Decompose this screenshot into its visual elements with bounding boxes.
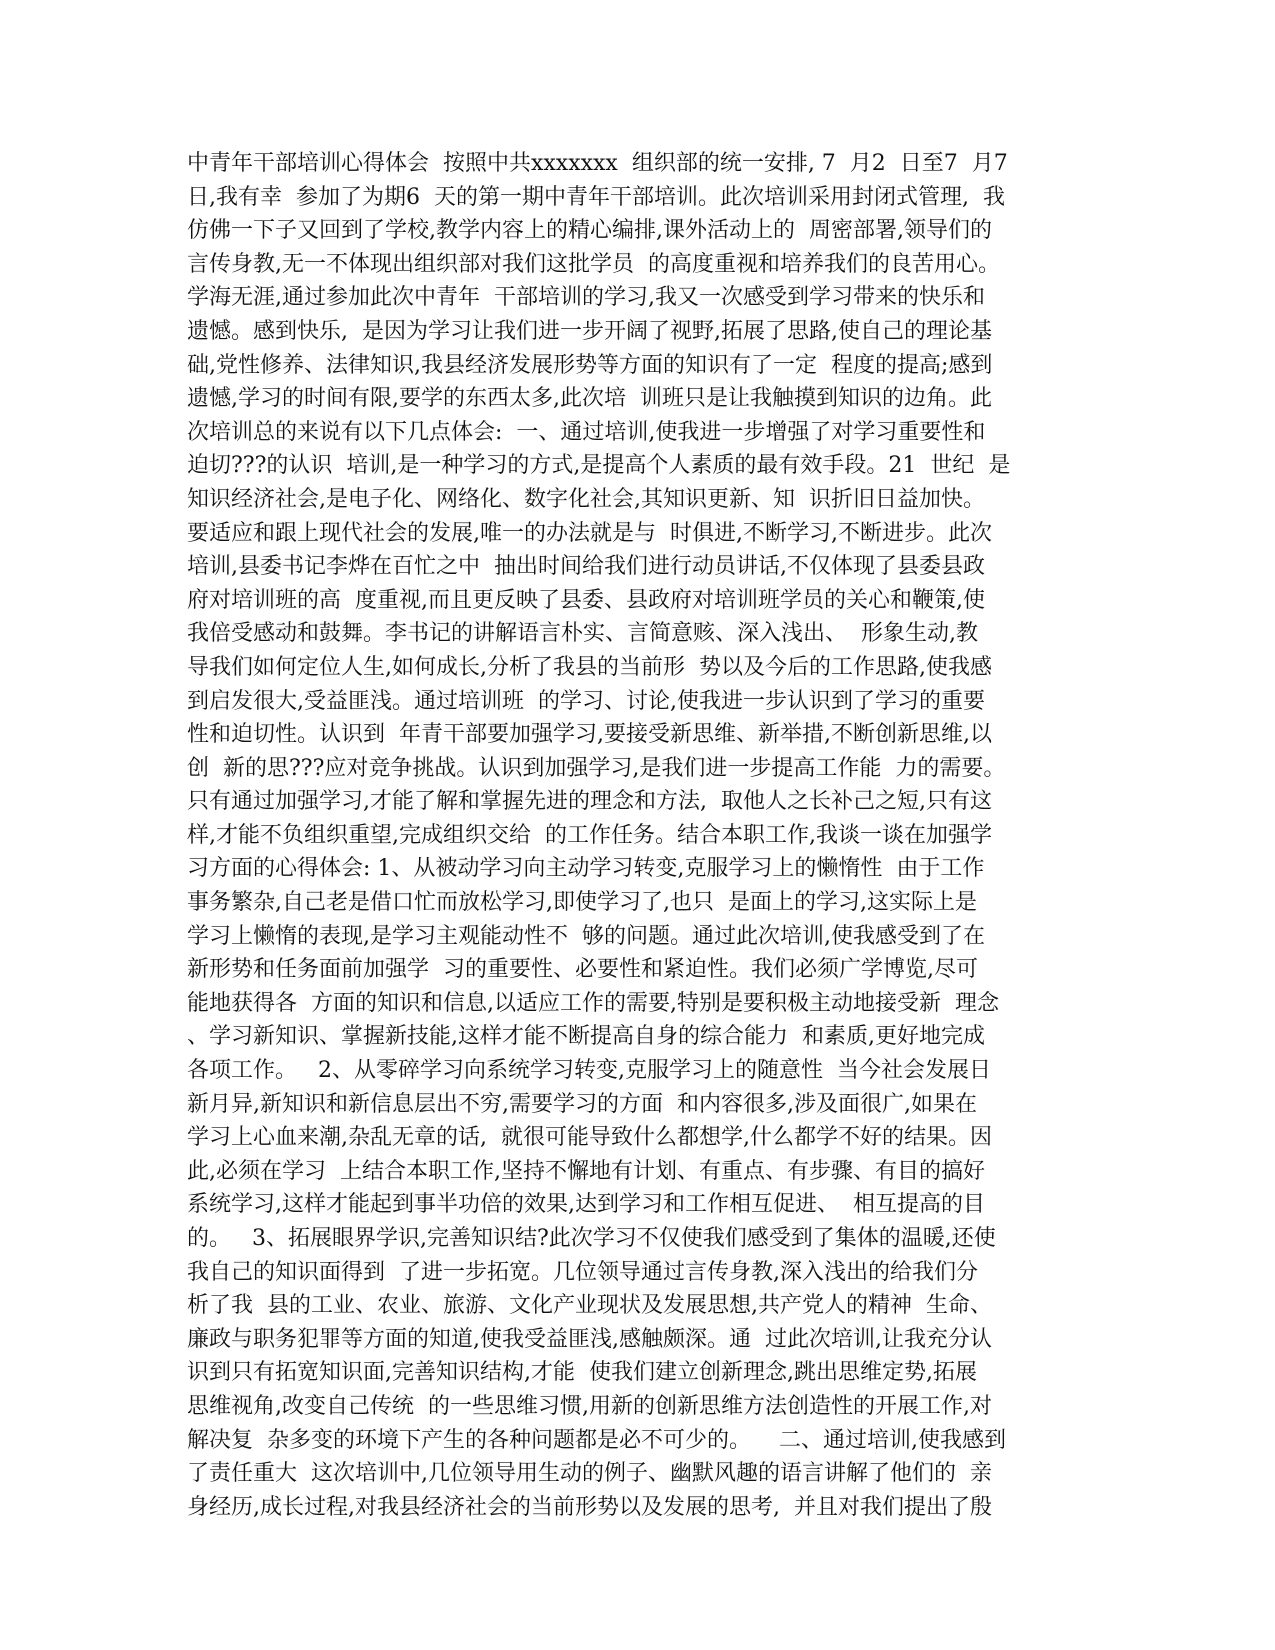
text-line: 创 新的思???应对竞争挑战。认识到加强学习,是我们进一步提高工作能 力的需要。 (187, 755, 1006, 781)
text-line: 能地获得各 方面的知识和信息,以适应工作的需要,特别是要积极主动地接受新 理念 (187, 990, 999, 1016)
text-line: 的。 3、拓展眼界学识,完善知识结?此次学习不仅使我们感受到了集体的温暖,还使 (187, 1226, 996, 1251)
text-line: 新月异,新知识和新信息层出不穷,需要学习的方面 和内容很多,涉及面很广,如果在 (187, 1091, 977, 1117)
text-line: 廉政与职务犯罪等方面的知道,使我受益匪浅,感触颇深。通 过此次培训,让我充分认 (187, 1326, 992, 1352)
text-line: 府对培训班的高 度重视,而且更反映了县委、县政府对培训班学员的关心和鞭策,使 (187, 587, 985, 613)
text-line: 知识经济社会,是电子化、网络化、数字化社会,其知识更新、知 识折旧日益加快。 (187, 486, 985, 512)
text-line: 此,必须在学习 上结合本职工作,坚持不懈地有计划、有重点、有步骤、有目的搞好 (187, 1158, 985, 1184)
text-line: 系统学习,这样才能起到事半功倍的效果,达到学习和工作相互促进、 相互提高的目 (187, 1192, 985, 1218)
text-line: 学习上心血来潮,杂乱无章的话, 就很可能导致什么都想学,什么都学不好的结果。因 (187, 1125, 992, 1151)
text-line: 次培训总的来说有以下几点体会: 一、通过培训,使我进一步增强了对学习重要性和 (187, 419, 986, 445)
text-line: 遗憾,学习的时间有限,要学的东西太多,此次培 训班只是让我触摸到知识的边角。此 (187, 386, 992, 412)
text-line: 样,才能不负组织重望,完成组织交给 的工作任务。结合本职工作,我谈一谈在加强学 (187, 822, 992, 848)
text-line: 言传身教,无一不体现出组织部对我们这批学员 的高度重视和培养我们的良苦用心。 (187, 251, 1000, 277)
text-line: 学习上懒惰的表现,是学习主观能动性不 够的问题。通过此次培训,使我感受到了在 (187, 923, 985, 949)
text-line: 础,党性修养、法律知识,我县经济发展形势等方面的知识有了一定 程度的提高;感到 (187, 352, 993, 378)
text-line: 了责任重大 这次培训中,几位领导用生动的例子、幽默风趣的语言讲解了他们的 亲 (187, 1461, 992, 1487)
text-line: 仿佛一下子又回到了学校,教学内容上的精心编排,课外活动上的 周密部署,领导们的 (187, 218, 992, 244)
text-line: 要适应和跟上现代社会的发展,唯一的办法就是与 时俱进,不断学习,不断进步。此次 (187, 520, 992, 546)
text-line: 中青年干部培训心得体会 按照中共xxxxxxx 组织部的统一安排, 7 月2 日至7 月7 (187, 151, 1008, 176)
text-line: 性和迫切性。认识到 年青干部要加强学习,要接受新思维、新举措,不断创新思维,以 (187, 722, 992, 748)
text-line: 我倍受感动和鼓舞。李书记的讲解语言朴实、言简意赅、深入浅出、 形象生动,教 (187, 621, 978, 647)
text-line: 到启发很大,受益匪浅。通过培训班 的学习、讨论,使我进一步认识到了学习的重要 (187, 688, 985, 714)
text-line: 培训,县委书记李烨在百忙之中 抽出时间给我们进行动员讲话,不仅体现了县委县政 (187, 554, 985, 580)
text-line: 各项工作。 2、从零碎学习向系统学习转变,克服学习上的随意性 当今社会发展日 (187, 1058, 991, 1084)
text-line: 迫切???的认识 培训,是一种学习的方式,是提高个人素质的最有效手段。21 世纪 是 (187, 453, 1011, 479)
text-line: 解决复 杂多变的环境下产生的各种问题都是必不可少的。 二、通过培训,使我感到 (187, 1427, 1006, 1453)
text-line: 识到只有拓宽知识面,完善知识结构,才能 使我们建立创新理念,跳出思维定势,拓展 (187, 1360, 977, 1386)
text-line: 身经历,成长过程,对我县经济社会的当前形势以及发展的思考, 并且对我们提出了殷 (187, 1494, 992, 1520)
text-line: 事务繁杂,自己老是借口忙而放松学习,即使学习了,也只 是面上的学习,这实际上是 (187, 890, 977, 916)
text-line: 日,我有幸 参加了为期6 天的第一期中青年干部培训。此次培训采用封闭式管理, 我 (187, 184, 1005, 210)
text-line: 思维视角,改变自己传统 的一些思维习惯,用新的创新思维方法创造性的开展工作,对 (187, 1393, 992, 1419)
text-line: 只有通过加强学习,才能了解和掌握先进的理念和方法, 取他人之长补己之短,只有这 (187, 789, 992, 815)
text-line: 、学习新知识、掌握新技能,这样才能不断提高自身的综合能力 和素质,更好地完成 (187, 1024, 985, 1050)
text-line: 遗憾。感到快乐, 是因为学习让我们进一步开阔了视野,拓展了思路,使自己的理论基 (187, 318, 992, 344)
text-line: 学海无涯,通过参加此次中青年 干部培训的学习,我又一次感受到学习带来的快乐和 (187, 285, 985, 311)
text-line: 导我们如何定位人生,如何成长,分析了我县的当前形 势以及今后的工作思路,使我感 (187, 654, 992, 680)
text-line: 我自己的知识面得到 了进一步拓宽。几位领导通过言传身教,深入浅出的给我们分 (187, 1259, 978, 1285)
text-line: 析了我 县的工业、农业、旅游、文化产业现状及发展思想,共产党人的精神 生命、 (187, 1293, 992, 1319)
text-line: 新形势和任务面前加强学 习的重要性、必要性和紧迫性。我们必须广学博览,尽可 (187, 957, 978, 983)
text-line: 习方面的心得体会: 1、从被动学习向主动学习转变,克服学习上的懒惰性 由于工作 (187, 856, 985, 882)
body-text (187, 147, 1092, 1524)
